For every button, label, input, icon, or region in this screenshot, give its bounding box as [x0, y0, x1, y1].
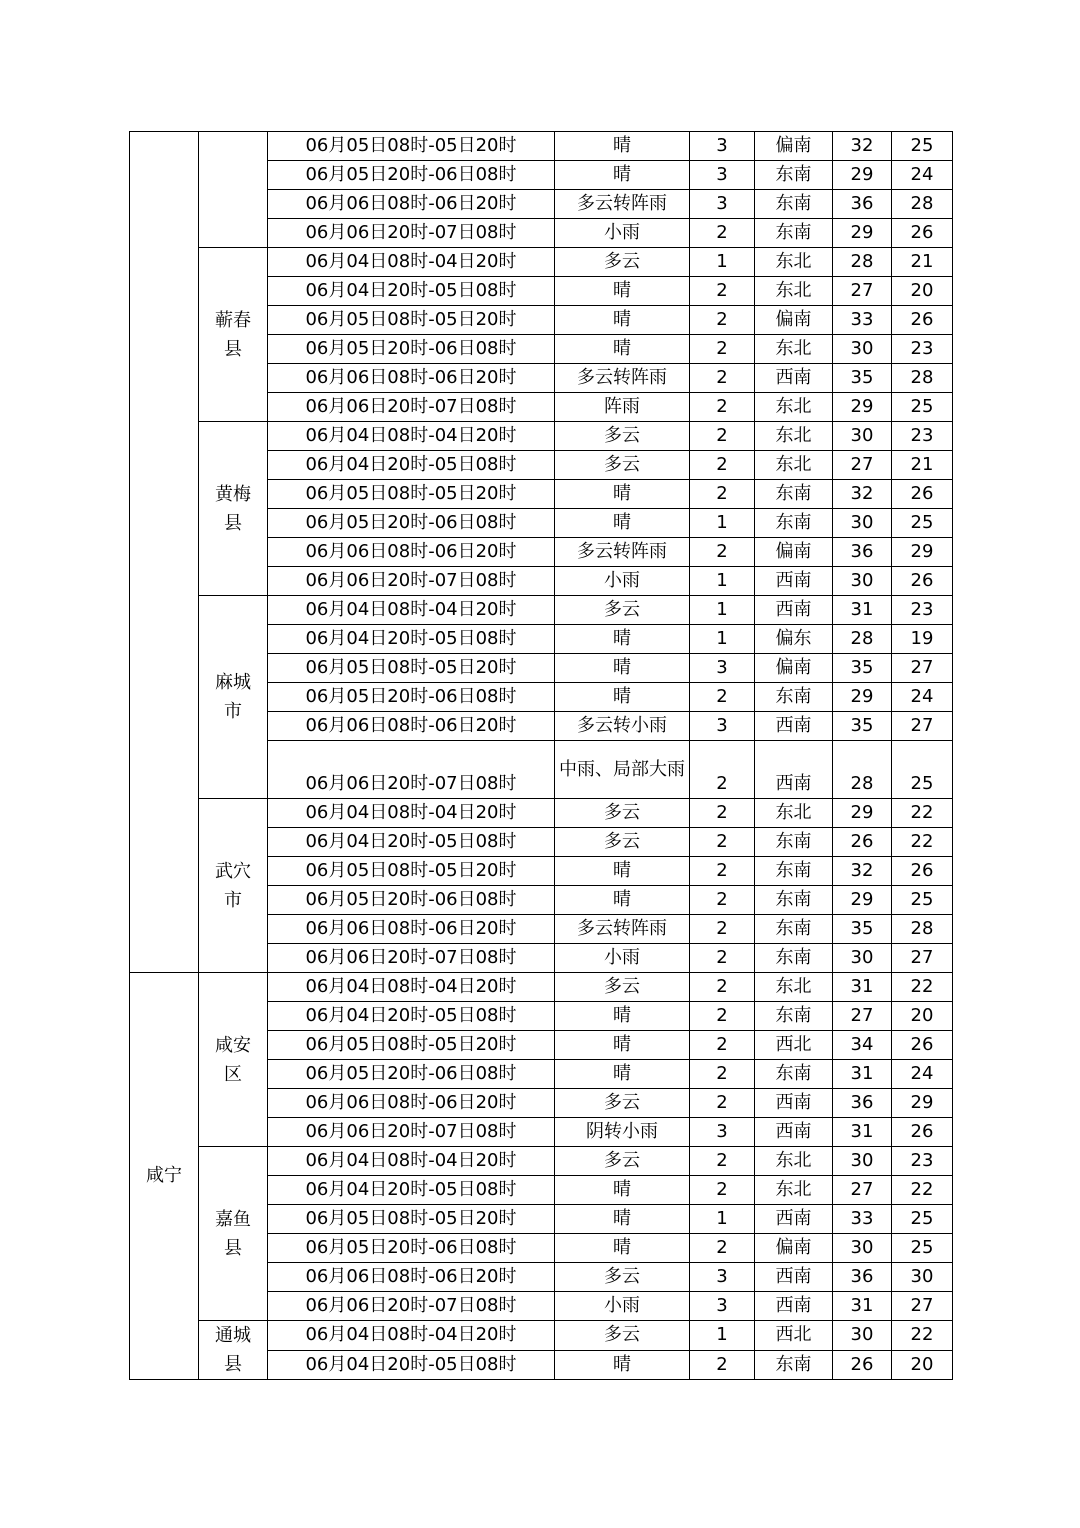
period-cell: 06月04日08时-04日20时	[268, 1147, 555, 1176]
min-temp-cell: 20	[892, 1002, 953, 1031]
max-temp-cell: 29	[833, 886, 892, 915]
wind-level-cell: 1	[690, 596, 755, 625]
min-temp-cell: 28	[892, 190, 953, 219]
wind-direction-cell: 东北	[755, 451, 833, 480]
wind-level-cell: 2	[690, 1147, 755, 1176]
table-body	[130, 132, 953, 1380]
wind-level-cell: 2	[690, 306, 755, 335]
min-temp-cell: 25	[892, 1205, 953, 1234]
weather-cell: 多云	[555, 1263, 690, 1292]
max-temp-cell: 30	[833, 422, 892, 451]
max-temp-cell: 30	[833, 944, 892, 973]
table-row	[130, 1147, 953, 1176]
min-temp-cell: 22	[892, 973, 953, 1002]
county-cell	[199, 596, 268, 799]
wind-level-cell: 2	[690, 857, 755, 886]
max-temp-cell: 35	[833, 915, 892, 944]
county-cell	[199, 973, 268, 1147]
table-row	[130, 973, 953, 1002]
wind-level-cell: 2	[690, 451, 755, 480]
wind-level-cell: 2	[690, 393, 755, 422]
wind-level-cell: 2	[690, 1176, 755, 1205]
wind-level-cell: 2	[690, 1060, 755, 1089]
max-temp-cell: 30	[833, 335, 892, 364]
period-cell: 06月04日20时-05日08时	[268, 1350, 555, 1380]
period-cell: 06月04日20时-05日08时	[268, 277, 555, 306]
wind-level-cell: 3	[690, 190, 755, 219]
max-temp-cell: 32	[833, 857, 892, 886]
period-cell: 06月05日20时-06日08时	[268, 161, 555, 190]
max-temp-cell: 30	[833, 509, 892, 538]
min-temp-cell: 25	[892, 1234, 953, 1263]
wind-direction-cell: 偏东	[755, 625, 833, 654]
wind-direction-cell: 东南	[755, 219, 833, 248]
min-temp-cell: 26	[892, 480, 953, 509]
period-cell: 06月06日20时-07日08时	[268, 944, 555, 973]
max-temp-cell: 32	[833, 132, 892, 161]
weather-cell: 多云	[555, 422, 690, 451]
min-temp-cell: 25	[892, 886, 953, 915]
table-row	[130, 132, 953, 161]
period-cell: 06月05日20时-06日08时	[268, 683, 555, 712]
weather-cell: 晴	[555, 1205, 690, 1234]
max-temp-cell: 33	[833, 1205, 892, 1234]
max-temp-cell: 35	[833, 654, 892, 683]
wind-direction-cell: 东南	[755, 1060, 833, 1089]
county-name: 咸安区	[215, 1034, 251, 1085]
weather-cell: 晴	[555, 161, 690, 190]
min-temp-cell: 19	[892, 625, 953, 654]
weather-cell: 晴	[555, 335, 690, 364]
wind-direction-cell: 东北	[755, 335, 833, 364]
weather-cell: 晴	[555, 1002, 690, 1031]
max-temp-cell: 34	[833, 1031, 892, 1060]
weather-cell: 晴	[555, 277, 690, 306]
wind-level-cell: 2	[690, 799, 755, 828]
period-cell: 06月05日20时-06日08时	[268, 1060, 555, 1089]
wind-direction-cell: 偏南	[755, 306, 833, 335]
table-row	[130, 596, 953, 625]
wind-direction-cell: 东南	[755, 1002, 833, 1031]
weather-cell: 小雨	[555, 219, 690, 248]
wind-direction-cell: 西北	[755, 1321, 833, 1351]
wind-direction-cell: 东北	[755, 422, 833, 451]
weather-cell: 晴	[555, 1350, 690, 1380]
max-temp-cell: 31	[833, 596, 892, 625]
max-temp-cell: 30	[833, 567, 892, 596]
wind-level-cell: 2	[690, 683, 755, 712]
max-temp-cell: 28	[833, 248, 892, 277]
max-temp-cell: 30	[833, 1321, 892, 1351]
weather-cell: 晴	[555, 1234, 690, 1263]
weather-cell: 多云转阵雨	[555, 190, 690, 219]
county-cell	[199, 132, 268, 248]
wind-direction-cell: 偏南	[755, 1234, 833, 1263]
weather-cell: 晴	[555, 683, 690, 712]
table-row	[130, 1321, 953, 1351]
wind-direction-cell: 东南	[755, 1350, 833, 1380]
period-cell: 06月06日08时-06日20时	[268, 712, 555, 741]
period-cell: 06月06日20时-07日08时	[268, 1292, 555, 1321]
wind-direction-cell: 东北	[755, 973, 833, 1002]
weather-cell: 晴	[555, 857, 690, 886]
max-temp-cell: 30	[833, 1234, 892, 1263]
min-temp-cell: 23	[892, 422, 953, 451]
max-temp-cell: 35	[833, 364, 892, 393]
wind-level-cell: 1	[690, 509, 755, 538]
period-cell: 06月06日20时-07日08时	[268, 393, 555, 422]
wind-level-cell: 2	[690, 1031, 755, 1060]
wind-direction-cell: 东南	[755, 828, 833, 857]
period-cell: 06月04日08时-04日20时	[268, 248, 555, 277]
max-temp-cell: 35	[833, 712, 892, 741]
min-temp-cell: 24	[892, 161, 953, 190]
wind-level-cell: 1	[690, 1205, 755, 1234]
wind-level-cell: 1	[690, 248, 755, 277]
max-temp-cell: 31	[833, 1060, 892, 1089]
period-cell: 06月05日20时-06日08时	[268, 886, 555, 915]
wind-level-cell: 3	[690, 1292, 755, 1321]
wind-level-cell: 2	[690, 335, 755, 364]
min-temp-cell: 26	[892, 306, 953, 335]
weather-cell: 晴	[555, 654, 690, 683]
period-cell: 06月06日08时-06日20时	[268, 190, 555, 219]
county-cell	[199, 422, 268, 596]
wind-direction-cell: 东北	[755, 277, 833, 306]
wind-direction-cell: 东南	[755, 480, 833, 509]
wind-direction-cell: 西南	[755, 741, 833, 799]
wind-level-cell: 3	[690, 654, 755, 683]
min-temp-cell: 22	[892, 1321, 953, 1351]
max-temp-cell: 36	[833, 1263, 892, 1292]
max-temp-cell: 29	[833, 161, 892, 190]
wind-level-cell: 2	[690, 944, 755, 973]
county-name: 武穴市	[215, 860, 251, 911]
table-row	[130, 248, 953, 277]
period-cell: 06月04日08时-04日20时	[268, 596, 555, 625]
weather-cell: 多云	[555, 451, 690, 480]
wind-direction-cell: 西南	[755, 712, 833, 741]
weather-cell: 晴	[555, 306, 690, 335]
weather-cell: 阵雨	[555, 393, 690, 422]
min-temp-cell: 26	[892, 219, 953, 248]
period-cell: 06月05日08时-05日20时	[268, 654, 555, 683]
max-temp-cell: 36	[833, 1089, 892, 1118]
weather-cell: 多云转阵雨	[555, 915, 690, 944]
wind-level-cell: 2	[690, 915, 755, 944]
period-cell: 06月04日08时-04日20时	[268, 1321, 555, 1351]
city-cell: 咸宁	[130, 973, 199, 1380]
weather-cell: 多云	[555, 1089, 690, 1118]
weather-cell: 晴	[555, 480, 690, 509]
period-cell: 06月06日08时-06日20时	[268, 538, 555, 567]
weather-cell: 晴	[555, 1176, 690, 1205]
wind-level-cell: 2	[690, 1089, 755, 1118]
period-cell: 06月05日08时-05日20时	[268, 480, 555, 509]
period-cell: 06月06日08时-06日20时	[268, 915, 555, 944]
max-temp-cell: 33	[833, 306, 892, 335]
min-temp-cell: 27	[892, 944, 953, 973]
wind-level-cell: 3	[690, 1118, 755, 1147]
wind-direction-cell: 偏南	[755, 538, 833, 567]
wind-level-cell: 1	[690, 1321, 755, 1351]
max-temp-cell: 31	[833, 1292, 892, 1321]
wind-level-cell: 2	[690, 422, 755, 451]
wind-direction-cell: 东北	[755, 393, 833, 422]
wind-direction-cell: 西南	[755, 596, 833, 625]
weather-cell: 阴转小雨	[555, 1118, 690, 1147]
county-name: 嘉鱼县	[215, 1208, 251, 1259]
max-temp-cell: 31	[833, 1118, 892, 1147]
weather-cell: 晴	[555, 625, 690, 654]
max-temp-cell: 32	[833, 480, 892, 509]
weather-cell: 晴	[555, 132, 690, 161]
min-temp-cell: 23	[892, 596, 953, 625]
max-temp-cell: 29	[833, 219, 892, 248]
max-temp-cell: 36	[833, 538, 892, 567]
weather-cell: 晴	[555, 886, 690, 915]
wind-direction-cell: 东南	[755, 509, 833, 538]
wind-direction-cell: 西南	[755, 1118, 833, 1147]
min-temp-cell: 28	[892, 364, 953, 393]
weather-cell: 多云	[555, 248, 690, 277]
table-row	[130, 799, 953, 828]
county-cell	[199, 799, 268, 973]
wind-level-cell: 2	[690, 1234, 755, 1263]
max-temp-cell: 28	[833, 625, 892, 654]
wind-direction-cell: 西南	[755, 364, 833, 393]
period-cell: 06月06日08时-06日20时	[268, 364, 555, 393]
period-cell: 06月06日20时-07日08时	[268, 1118, 555, 1147]
wind-level-cell: 2	[690, 219, 755, 248]
min-temp-cell: 29	[892, 1089, 953, 1118]
period-cell: 06月04日20时-05日08时	[268, 1002, 555, 1031]
min-temp-cell: 26	[892, 857, 953, 886]
min-temp-cell: 25	[892, 393, 953, 422]
max-temp-cell: 30	[833, 1147, 892, 1176]
period-cell: 06月06日20时-07日08时	[268, 567, 555, 596]
city-cell	[130, 132, 199, 973]
wind-level-cell: 1	[690, 625, 755, 654]
max-temp-cell: 28	[833, 741, 892, 799]
min-temp-cell: 24	[892, 683, 953, 712]
wind-level-cell: 2	[690, 1002, 755, 1031]
wind-direction-cell: 西北	[755, 1031, 833, 1060]
wind-direction-cell: 东南	[755, 190, 833, 219]
min-temp-cell: 22	[892, 828, 953, 857]
min-temp-cell: 21	[892, 451, 953, 480]
weather-cell: 多云转小雨	[555, 712, 690, 741]
county-name: 通城县	[215, 1325, 251, 1375]
county-name: 蕲春县	[215, 309, 251, 360]
wind-level-cell: 2	[690, 277, 755, 306]
weather-cell: 小雨	[555, 944, 690, 973]
county-cell	[199, 1321, 268, 1380]
weather-cell: 多云转阵雨	[555, 364, 690, 393]
max-temp-cell: 29	[833, 683, 892, 712]
period-cell: 06月04日08时-04日20时	[268, 422, 555, 451]
weather-cell: 多云转阵雨	[555, 538, 690, 567]
weather-cell: 多云	[555, 596, 690, 625]
min-temp-cell: 26	[892, 1118, 953, 1147]
wind-direction-cell: 东南	[755, 944, 833, 973]
min-temp-cell: 29	[892, 538, 953, 567]
period-cell: 06月06日20时-07日08时	[268, 741, 555, 799]
weather-cell: 小雨	[555, 1292, 690, 1321]
min-temp-cell: 23	[892, 335, 953, 364]
max-temp-cell: 27	[833, 1002, 892, 1031]
period-cell: 06月04日20时-05日08时	[268, 451, 555, 480]
min-temp-cell: 27	[892, 1292, 953, 1321]
max-temp-cell: 31	[833, 973, 892, 1002]
period-cell: 06月05日08时-05日20时	[268, 132, 555, 161]
min-temp-cell: 26	[892, 567, 953, 596]
weather-cell: 小雨	[555, 567, 690, 596]
wind-direction-cell: 西南	[755, 567, 833, 596]
county-name: 黄梅县	[215, 483, 251, 534]
wind-direction-cell: 东南	[755, 161, 833, 190]
wind-direction-cell: 东北	[755, 1147, 833, 1176]
period-cell: 06月04日20时-05日08时	[268, 625, 555, 654]
county-cell	[199, 1147, 268, 1321]
weather-cell: 多云	[555, 799, 690, 828]
county-name: 麻城市	[215, 672, 251, 722]
min-temp-cell: 26	[892, 1031, 953, 1060]
period-cell: 06月04日08时-04日20时	[268, 973, 555, 1002]
max-temp-cell: 27	[833, 1176, 892, 1205]
period-cell: 06月05日20时-06日08时	[268, 509, 555, 538]
min-temp-cell: 25	[892, 509, 953, 538]
wind-direction-cell: 东南	[755, 683, 833, 712]
wind-direction-cell: 偏南	[755, 132, 833, 161]
period-cell: 06月05日08时-05日20时	[268, 857, 555, 886]
wind-level-cell: 1	[690, 567, 755, 596]
period-cell: 06月06日08时-06日20时	[268, 1263, 555, 1292]
wind-level-cell: 2	[690, 480, 755, 509]
weather-cell: 晴	[555, 1060, 690, 1089]
wind-direction-cell: 东南	[755, 857, 833, 886]
wind-direction-cell: 东北	[755, 1176, 833, 1205]
max-temp-cell: 26	[833, 1350, 892, 1380]
min-temp-cell: 24	[892, 1060, 953, 1089]
period-cell: 06月05日08时-05日20时	[268, 1205, 555, 1234]
period-cell: 06月05日08时-05日20时	[268, 306, 555, 335]
period-cell: 06月06日20时-07日08时	[268, 219, 555, 248]
wind-direction-cell: 偏南	[755, 654, 833, 683]
min-temp-cell: 23	[892, 1147, 953, 1176]
wind-level-cell: 2	[690, 1350, 755, 1380]
max-temp-cell: 27	[833, 451, 892, 480]
wind-direction-cell: 西南	[755, 1089, 833, 1118]
table-row	[130, 422, 953, 451]
min-temp-cell: 21	[892, 248, 953, 277]
min-temp-cell: 20	[892, 277, 953, 306]
max-temp-cell: 36	[833, 190, 892, 219]
weather-cell: 晴	[555, 509, 690, 538]
weather-cell: 晴	[555, 1031, 690, 1060]
max-temp-cell: 29	[833, 393, 892, 422]
period-cell: 06月05日20时-06日08时	[268, 335, 555, 364]
wind-direction-cell: 西南	[755, 1263, 833, 1292]
max-temp-cell: 29	[833, 799, 892, 828]
period-cell: 06月04日20时-05日08时	[268, 828, 555, 857]
max-temp-cell: 26	[833, 828, 892, 857]
wind-level-cell: 2	[690, 741, 755, 799]
wind-level-cell: 3	[690, 132, 755, 161]
weather-cell: 中雨、局部大雨	[555, 741, 690, 799]
min-temp-cell: 22	[892, 1176, 953, 1205]
min-temp-cell: 25	[892, 741, 953, 799]
wind-level-cell: 3	[690, 161, 755, 190]
wind-level-cell: 2	[690, 886, 755, 915]
min-temp-cell: 20	[892, 1350, 953, 1380]
period-cell: 06月05日20时-06日08时	[268, 1234, 555, 1263]
wind-direction-cell: 东北	[755, 799, 833, 828]
period-cell: 06月04日20时-05日08时	[268, 1176, 555, 1205]
wind-direction-cell: 东南	[755, 915, 833, 944]
period-cell: 06月04日08时-04日20时	[268, 799, 555, 828]
wind-direction-cell: 东南	[755, 886, 833, 915]
min-temp-cell: 30	[892, 1263, 953, 1292]
min-temp-cell: 22	[892, 799, 953, 828]
period-cell: 06月05日08时-05日20时	[268, 1031, 555, 1060]
wind-direction-cell: 西南	[755, 1292, 833, 1321]
wind-level-cell: 3	[690, 1263, 755, 1292]
wind-level-cell: 2	[690, 828, 755, 857]
wind-direction-cell: 西南	[755, 1205, 833, 1234]
max-temp-cell: 27	[833, 277, 892, 306]
weather-cell: 多云	[555, 828, 690, 857]
wind-level-cell: 2	[690, 364, 755, 393]
weather-cell: 多云	[555, 973, 690, 1002]
forecast-table	[129, 131, 953, 1380]
wind-level-cell: 3	[690, 712, 755, 741]
county-cell	[199, 248, 268, 422]
wind-level-cell: 2	[690, 973, 755, 1002]
min-temp-cell: 27	[892, 654, 953, 683]
weather-cell: 多云	[555, 1147, 690, 1176]
wind-level-cell: 2	[690, 538, 755, 567]
min-temp-cell: 25	[892, 132, 953, 161]
min-temp-cell: 27	[892, 712, 953, 741]
min-temp-cell: 28	[892, 915, 953, 944]
weather-cell: 多云	[555, 1321, 690, 1351]
wind-direction-cell: 东北	[755, 248, 833, 277]
period-cell: 06月06日08时-06日20时	[268, 1089, 555, 1118]
